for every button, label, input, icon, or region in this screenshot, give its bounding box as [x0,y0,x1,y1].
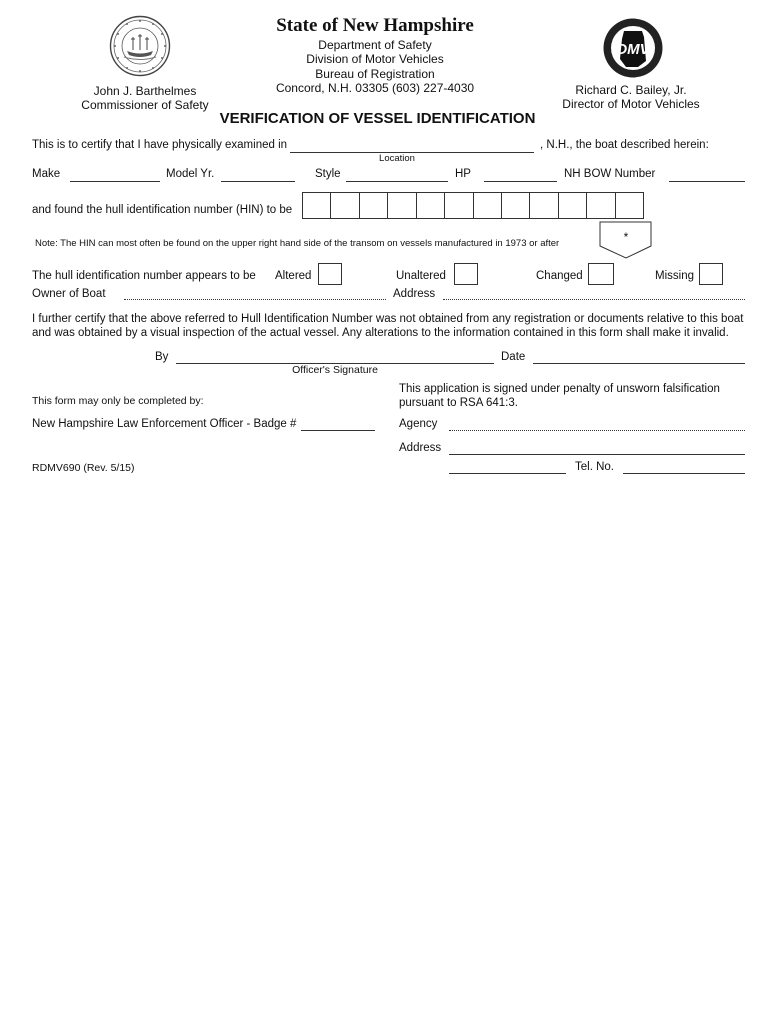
hin-cell[interactable] [559,193,587,218]
hin-cell[interactable] [530,193,558,218]
owner-field[interactable] [124,299,386,300]
asterisk: * [623,230,629,244]
agency-address-label: Address [399,442,442,454]
make-label: Make [32,168,61,180]
hin-cell[interactable] [417,193,445,218]
unaltered-label: Unaltered [396,270,446,282]
location-caption: Location [379,153,415,164]
certify-prefix: This is to certify that I have physically examined in [32,139,288,151]
tel-field[interactable] [623,473,745,474]
hp-label: HP [455,168,471,180]
style-label: Style [315,168,341,180]
agency-field[interactable] [449,430,745,431]
hin-cell[interactable] [331,193,359,218]
form-number: RDMV690 (Rev. 5/15) [32,462,135,474]
certify-paragraph-1: I further certify that the above referred to Hull Identification Number was not obtained from any registration or documents relative to this boat [32,313,744,325]
changed-label: Changed [536,270,583,282]
hin-pointer [599,218,653,260]
make-field[interactable] [70,181,160,182]
right-official-name: Richard C. Bailey, Jr. [575,83,687,97]
altered-label: Altered [275,270,312,282]
changed-checkbox[interactable] [588,263,614,285]
dept-line-3: Bureau of Registration [315,67,435,81]
unaltered-checkbox[interactable] [454,263,478,285]
state-seal [109,15,171,77]
tel-label: Tel. No. [575,461,614,473]
owner-address-label: Address [393,288,436,300]
hp-field[interactable] [484,181,557,182]
missing-checkbox[interactable] [699,263,723,285]
penalty-line-1: This application is signed under penalty of unsworn falsification [399,383,720,395]
certify-paragraph-2: and was obtained by a visual inspection of the actual vessel. Any alterations to the information contained in this form shall make it invalid. [32,327,729,339]
model-yr-label: Model Yr. [166,168,215,180]
hin-cell[interactable] [502,193,530,218]
hin-cell[interactable] [587,193,615,218]
owner-label: Owner of Boat [32,288,106,300]
hin-cell[interactable] [616,193,643,218]
officer-badge-label: New Hampshire Law Enforcement Officer - Badge # [32,418,297,430]
hin-input-boxes[interactable] [302,192,644,219]
altered-checkbox[interactable] [318,263,342,285]
officer-caption: Officer's Signature [292,364,378,376]
form-title: VERIFICATION OF VESSEL IDENTIFICATION [219,110,536,127]
seal-icon [109,15,171,77]
dmv-logo-icon [602,17,664,79]
penalty-line-2: pursuant to RSA 641:3. [399,397,518,409]
hin-cell[interactable] [474,193,502,218]
dmv-logo [602,17,664,79]
style-field[interactable] [346,181,448,182]
dept-line-1: Department of Safety [318,38,432,52]
left-official-name: John J. Barthelmes [93,84,197,98]
state-title: State of New Hampshire [276,15,474,36]
appears-label: The hull identification number appears to be [32,270,256,282]
dept-line-4: Concord, N.H. 03305 (603) 227-4030 [275,81,475,95]
hin-label: and found the hull identification number (HIN) to be [32,204,293,216]
badge-number-field[interactable] [301,430,375,431]
left-official-title: Commissioner of Safety [81,98,209,112]
date-label: Date [501,351,526,363]
dept-line-2: Division of Motor Vehicles [306,52,444,66]
nh-bow-field[interactable] [669,181,745,182]
date-field[interactable] [533,363,745,364]
nh-bow-label: NH BOW Number [564,168,656,180]
hin-cell[interactable] [360,193,388,218]
hin-cell[interactable] [388,193,416,218]
svg-text:DMV: DMV [616,41,650,58]
by-label: By [155,351,169,363]
model-yr-field[interactable] [221,181,295,182]
agency-city-field[interactable] [449,473,566,474]
owner-address-field[interactable] [443,299,745,300]
agency-label: Agency [399,418,438,430]
agency-address-field[interactable] [449,454,745,455]
hin-cell[interactable] [303,193,331,218]
certify-suffix: , N.H., the boat described herein: [540,139,709,151]
missing-label: Missing [655,270,694,282]
hin-cell[interactable] [445,193,473,218]
hin-note: Note: The HIN can most often be found on the upper right hand side of the transom on vessels manufactured in 1973 or after [35,238,560,249]
completed-by-text: This form may only be completed by: [32,395,204,407]
right-official-title: Director of Motor Vehicles [562,97,700,111]
